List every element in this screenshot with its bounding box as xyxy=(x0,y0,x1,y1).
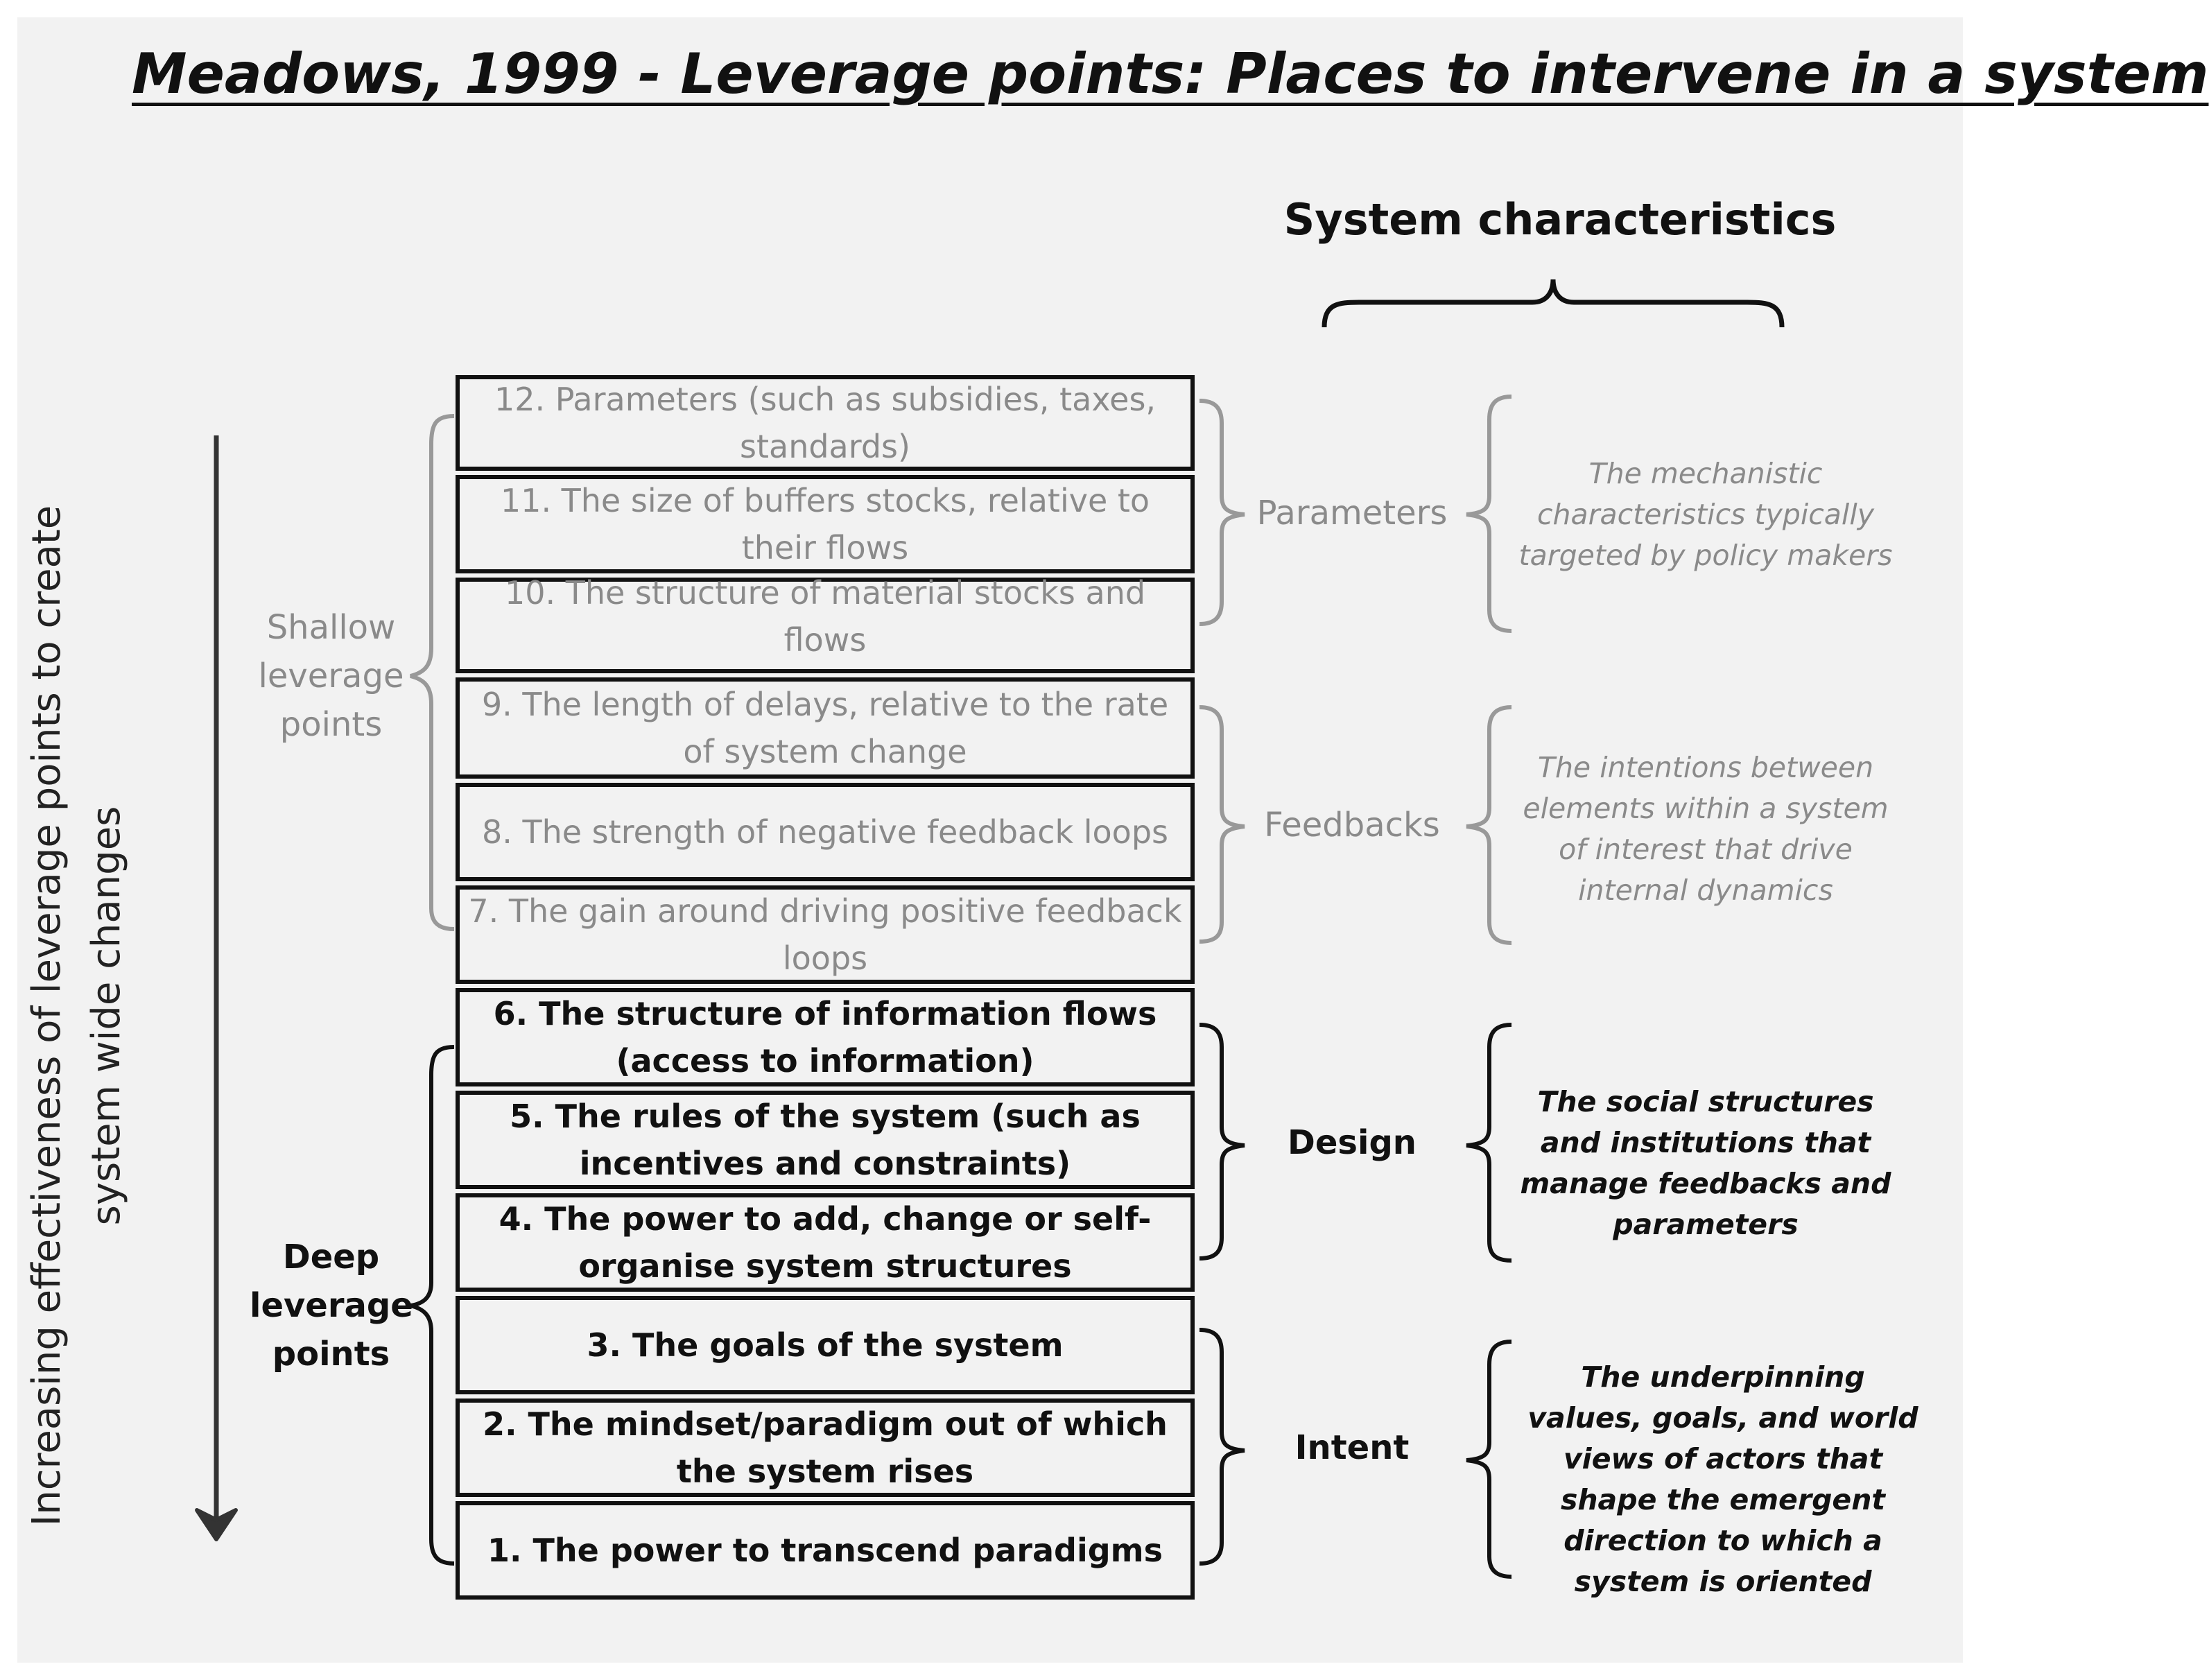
leverage-point-10: 10. The structure of material stocks and flows xyxy=(456,578,1195,673)
leverage-point-8: 8. The strength of negative feedback loops xyxy=(456,783,1195,881)
parameters-brace xyxy=(1199,401,1245,624)
description-feedbacks: The intentions between elements within a system of interest that drive internal dynamics xyxy=(1523,751,1889,907)
diagram-title: Meadows, 1999 - Leverage points: Places to intervene in a system xyxy=(132,42,2209,106)
description-parameters: The mechanistic characteristics typically targeted by policy makers xyxy=(1518,457,1893,572)
system-characteristics-brace xyxy=(1324,279,1782,327)
description-intent: The underpinning values, goals, and world views of actors that shape the emergent direction to which a system is oriented xyxy=(1527,1360,1918,1598)
system-characteristics-heading: System characteristics xyxy=(1283,194,1837,245)
leverage-point-2: 2. The mindset/paradigm out of which the system rises xyxy=(456,1398,1195,1497)
leverage-point-7: 7. The gain around driving positive feedback loops xyxy=(456,885,1195,984)
shallow-brace xyxy=(410,416,454,929)
leverage-point-1: 1. The power to transcend paradigms xyxy=(456,1501,1195,1600)
leverage-point-12: 12. Parameters (such as subsidies, taxes, standards) xyxy=(456,375,1195,471)
intent-brace xyxy=(1199,1330,1245,1564)
deep-brace xyxy=(410,1047,454,1564)
leverage-point-5: 5. The rules of the system (such as incentives and constraints) xyxy=(456,1091,1195,1189)
description-design: The social structures and institutions that manage feedbacks and parameters xyxy=(1520,1085,1891,1241)
feedbacks-desc-brace xyxy=(1466,707,1511,943)
intent-desc-brace xyxy=(1466,1342,1511,1577)
leverage-point-11: 11. The size of buffers stocks, relative to their flows xyxy=(456,475,1195,573)
design-desc-brace xyxy=(1466,1025,1511,1261)
characteristic-parameters: Parameters xyxy=(1256,494,1448,532)
design-brace xyxy=(1199,1025,1245,1258)
leverage-point-6: 6. The structure of information flows (access to information) xyxy=(456,988,1195,1086)
leverage-point-9: 9. The length of delays, relative to the rate of system change xyxy=(456,677,1195,779)
characteristic-intent: Intent xyxy=(1294,1428,1410,1467)
leverage-point-4: 4. The power to add, change or self-organise system structures xyxy=(456,1193,1195,1292)
leverage-point-3: 3. The goals of the system xyxy=(456,1296,1195,1394)
leverage-points-stack xyxy=(456,375,1195,1604)
characteristic-feedbacks: Feedbacks xyxy=(1264,806,1440,845)
deep-leverage-label: Deep leverage points xyxy=(250,1238,413,1374)
feedbacks-brace xyxy=(1199,707,1245,942)
shallow-leverage-label: Shallow leverage points xyxy=(258,608,404,744)
characteristic-design: Design xyxy=(1288,1123,1417,1162)
effectiveness-axis-label: Increasing effectiveness of leverage points to create system wide changes xyxy=(24,505,129,1527)
